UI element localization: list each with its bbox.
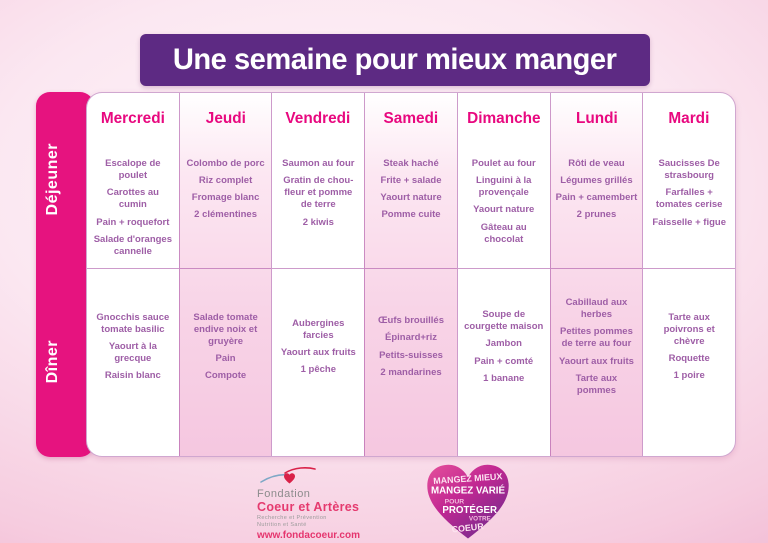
- lunch-cell: [365, 145, 457, 268]
- day-column-mercredi: [87, 93, 179, 456]
- meal-item: Tarte aux pommes: [575, 372, 618, 396]
- meal-item: Pain + comté: [474, 355, 534, 367]
- dinner-cell: [87, 268, 179, 456]
- meal-item: Yaourt nature: [380, 192, 442, 204]
- meal-item: Farfalles + tomates cerise: [655, 187, 723, 211]
- meal-item: Steak haché: [383, 158, 439, 169]
- meal-item: Compote: [204, 370, 247, 382]
- meal-item: Faisselle + figue: [652, 216, 726, 228]
- lunch-cell: [643, 145, 735, 268]
- foundation-name-line1: Fondation: [257, 487, 311, 500]
- meal-item: Légumes grillés: [560, 175, 633, 187]
- meal-item: Raisin blanc: [104, 370, 161, 382]
- page-title: Une semaine pour mieux manger: [173, 43, 617, 76]
- meal-item: 2 mandarines: [380, 366, 442, 378]
- meal-item: Tarte aux poivrons et chèvre: [663, 311, 715, 347]
- meal-item: 1 banane: [483, 372, 525, 384]
- meal-item: Frite + salade: [380, 175, 442, 187]
- meal-item: Œufs brouillés: [378, 315, 444, 327]
- meal-item: Gâteau au chocolat: [480, 221, 527, 245]
- dinner-cell: [365, 268, 457, 456]
- meal-item: Salade tomate endive noix et gruyère: [193, 311, 258, 347]
- meal-item: Riz complet: [198, 175, 253, 187]
- meal-item: Gnocchis sauce tomate basilic: [96, 311, 170, 335]
- foundation-name-line2: Coeur et Artères: [257, 499, 360, 514]
- dinner-cell: [180, 268, 272, 456]
- word-cloud-heart: [425, 463, 511, 541]
- heart-word-3: POUR: [444, 498, 465, 506]
- dinner-cell: [643, 268, 735, 456]
- foundation-website: www.fondacoeur.com: [257, 529, 360, 541]
- day-header: Samedi: [383, 110, 439, 127]
- meal-item: 1 pêche: [300, 364, 336, 376]
- lunch-cell: [87, 145, 179, 268]
- meal-item: Pain + roquefort: [96, 216, 170, 228]
- meal-item: Saumon au four: [282, 158, 355, 169]
- meal-item: Salade d'oranges cannelle: [93, 233, 172, 257]
- meal-item: Poulet au four: [471, 158, 536, 169]
- foundation-tagline-2: Nutrition et Santé: [257, 521, 307, 528]
- day-header: Mercredi: [100, 110, 165, 127]
- meal-item: Linguini à la provençale: [476, 175, 532, 199]
- day-header: Mardi: [668, 110, 710, 127]
- meal-item: Épinard+riz: [385, 332, 438, 344]
- heart-word-1: MANGEZ MIEUX: [432, 471, 503, 487]
- day-column-dimanche: [457, 93, 550, 456]
- lunch-cell: [458, 145, 550, 268]
- day-column-mardi: [642, 93, 735, 456]
- day-header: Dimanche: [467, 110, 541, 127]
- meal-item: 2 prunes: [576, 209, 617, 221]
- lunch-row-label: Déjeuner: [44, 143, 61, 216]
- meal-item: Carottes au cumin: [106, 187, 159, 211]
- meal-item: Colombo de porc: [186, 158, 265, 169]
- heart-word-4: PROTÉGER: [442, 505, 498, 517]
- lunch-cell: [180, 145, 272, 268]
- meal-item: Rôti de veau: [568, 158, 625, 169]
- meal-item: Yaourt nature: [473, 204, 535, 216]
- lunch-cell: [272, 145, 364, 268]
- footer: [0, 462, 768, 542]
- meal-item: Yaourt aux fruits: [280, 347, 356, 358]
- heart-swoosh-icon: [259, 466, 317, 488]
- meal-item: 2 clémentines: [194, 209, 257, 221]
- meal-item: Fromage blanc: [191, 192, 260, 204]
- meal-item: Roquette: [668, 353, 710, 365]
- meal-item: 1 poire: [673, 370, 705, 382]
- foundation-logo: [257, 464, 399, 541]
- dinner-cell: [272, 268, 364, 456]
- lunch-cell: [551, 145, 643, 268]
- meal-item: Pain + camembert: [555, 192, 638, 204]
- meal-item: Petites pommes de terre au four: [560, 326, 633, 350]
- meal-item: Aubergines farcies: [292, 317, 345, 341]
- day-column-lundi: [550, 93, 643, 456]
- day-header: Jeudi: [205, 110, 246, 127]
- meal-item: Escalope de poulet: [105, 158, 161, 182]
- dinner-cell: [458, 268, 550, 456]
- day-column-jeudi: [179, 93, 272, 456]
- weekly-meal-table: [86, 92, 736, 457]
- dinner-row-label: Dîner: [44, 340, 61, 384]
- title-banner: [140, 34, 650, 86]
- day-header: Vendredi: [285, 110, 351, 127]
- foundation-tagline-1: Recherche et Prévention: [257, 514, 327, 521]
- heart-word-5: VOTRE: [468, 515, 491, 523]
- heart-word-2: MANGEZ VARIÉ: [430, 485, 506, 497]
- dinner-cell: [551, 268, 643, 456]
- meal-item: Jambon: [485, 338, 522, 350]
- meal-item: 2 kiwis: [302, 216, 334, 228]
- day-column-samedi: [364, 93, 457, 456]
- meal-item: Soupe de courgette maison: [464, 309, 544, 333]
- meal-item: Pomme cuite: [381, 209, 441, 221]
- meal-item: Saucisses De strasbourg: [658, 158, 720, 182]
- meal-item: Pain: [215, 353, 236, 365]
- meal-item: Yaourt aux fruits: [558, 355, 634, 367]
- meal-item: Gratin de chou-fleur et pomme de terre: [283, 175, 354, 211]
- day-header: Lundi: [575, 110, 618, 127]
- day-column-vendredi: [271, 93, 364, 456]
- meal-item: Petits-suisses: [379, 349, 443, 361]
- heart-word-6: COEUR: [451, 521, 485, 535]
- meal-item: Yaourt à la grecque: [108, 340, 157, 365]
- meal-item: Cabillaud aux herbes: [565, 296, 628, 321]
